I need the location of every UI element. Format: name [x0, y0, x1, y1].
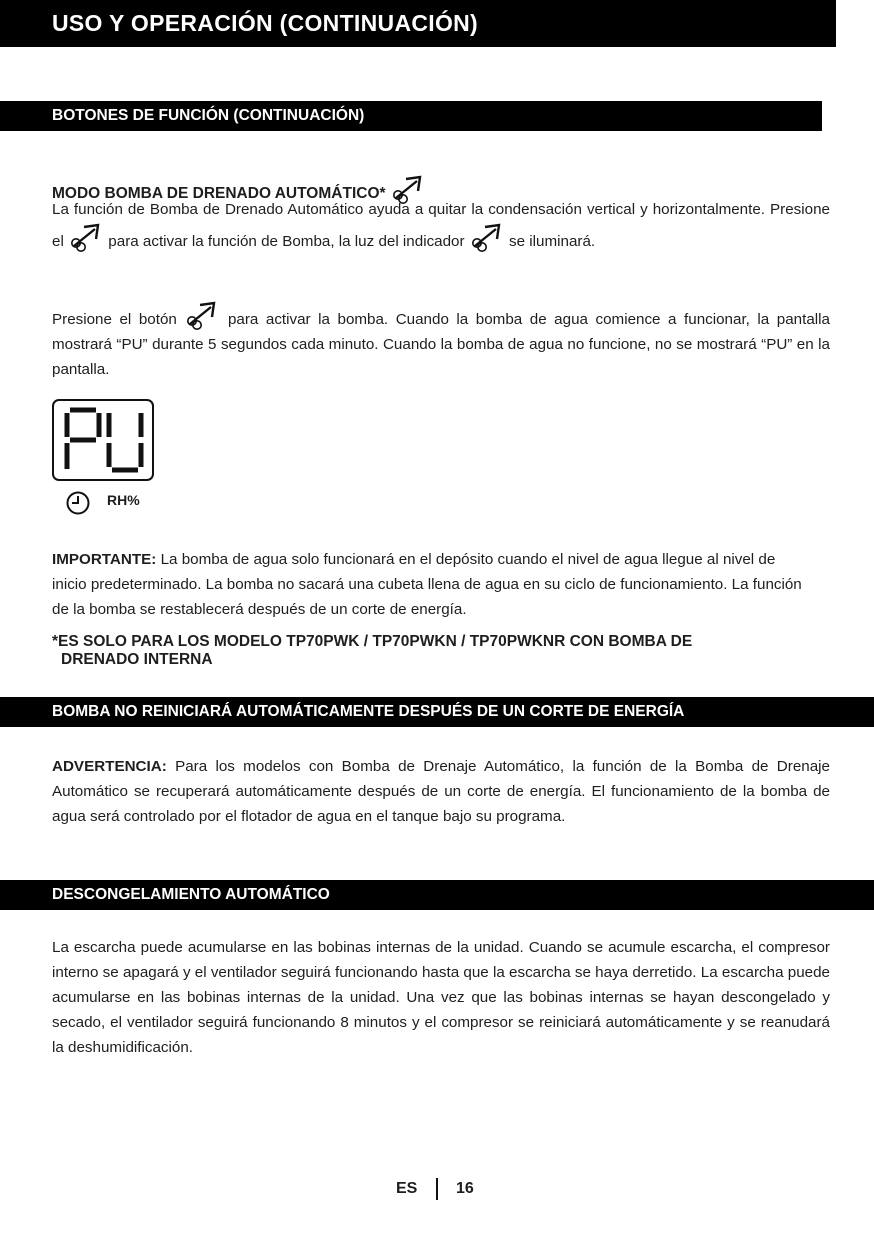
important-note — [52, 547, 812, 622]
pump-mode-heading-text: MODO BOMBA DE DRENADO AUTOMÁTICO* — [52, 185, 386, 202]
section-header-pump-no-restart: BOMBA NO REINICIARÁ AUTOMÁTICAMENTE DESPUÉS DE UN CORTE DE ENERGÍA — [0, 697, 874, 727]
page-title: USO Y OPERACIÓN (CONTINUACIÓN) — [0, 0, 836, 47]
model-footnote-line-1: *ES SOLO PARA LOS MODELO TP70PWK / TP70PWKN / TP70PWKNR CON BOMBA DE — [52, 633, 693, 650]
pump-arrow-icon — [184, 300, 220, 332]
rh-label: RH% — [107, 492, 140, 508]
pump-mode-p2-part2: para activar la bomba. Cuando la bomba de agua comience a funcionar, la pantalla mostrará “PU” durante 5 segundos cada minuto. Cuando la bomba de agua no funcione, no se mostrará “PU” en la pantalla. — [52, 311, 830, 378]
pump-mode-p1-part2: para activar la función de Bomba, la luz del indicador — [108, 233, 465, 250]
model-footnote — [52, 633, 692, 669]
model-footnote-line-2: DRENADO INTERNA — [61, 651, 213, 668]
lcd-display — [52, 399, 154, 481]
pump-arrow-icon — [469, 222, 505, 254]
important-label: IMPORTANTE: — [52, 551, 157, 568]
page-number: 16 — [456, 1180, 474, 1197]
defrost-paragraph: La escarcha puede acumularse en las bobinas internas de la unidad. Cuando se acumule escarcha, el compresor interno se apagará y el ventilador seguirá funcionando hasta que la escarcha se haya derretido. La escarcha puede acumularse en las bobinas internas de la unidad. Una vez que las bobinas internas se hayan descongelado y secado, el ventilador seguirá funcionando 8 minutos y el compresor se reiniciará automáticamente y se reanudará la deshumidificación. — [52, 939, 830, 1056]
important-text: La bomba de agua solo funcionará en el depósito cuando el nivel de agua llegue al nivel de inicio predeterminado. La bomba no sacará una cubeta llena de agua en su ciclo de funcionamiento. La función de la bomba se restablecerá después de un corte de energía. — [52, 551, 802, 618]
pump-mode-p1-part3: se iluminará. — [509, 233, 596, 250]
warning-paragraph — [52, 754, 830, 829]
lcd-segments — [54, 401, 152, 479]
warning-text: Para los modelos con Bomba de Drenaje Automático, la función de la Bomba de Drenaje Automático se recuperará automáticamente después de un corte de energía. El funcionamiento de la bomba de agua será controlado por el flotador de agua en el tanque bajo su programa. — [52, 758, 830, 825]
pump-mode-paragraph-2 — [52, 300, 830, 382]
pump-mode-paragraph-1 — [52, 197, 830, 254]
clock-icon — [65, 490, 91, 516]
section-header-function-buttons: BOTONES DE FUNCIÓN (CONTINUACIÓN) — [0, 101, 822, 131]
footer-language: ES — [396, 1180, 418, 1197]
pump-arrow-icon — [68, 222, 104, 254]
warning-label: ADVERTENCIA: — [52, 758, 167, 775]
section-header-auto-defrost: DESCONGELAMIENTO AUTOMÁTICO — [0, 880, 874, 910]
pump-mode-p1-part1: La función de Bomba de Drenado Automático ayuda a quitar la condensación vertical y horizontalmente. Presione el — [52, 201, 830, 250]
pump-mode-p2-part1: Presione el botón — [52, 311, 177, 328]
footer-divider — [436, 1178, 438, 1200]
